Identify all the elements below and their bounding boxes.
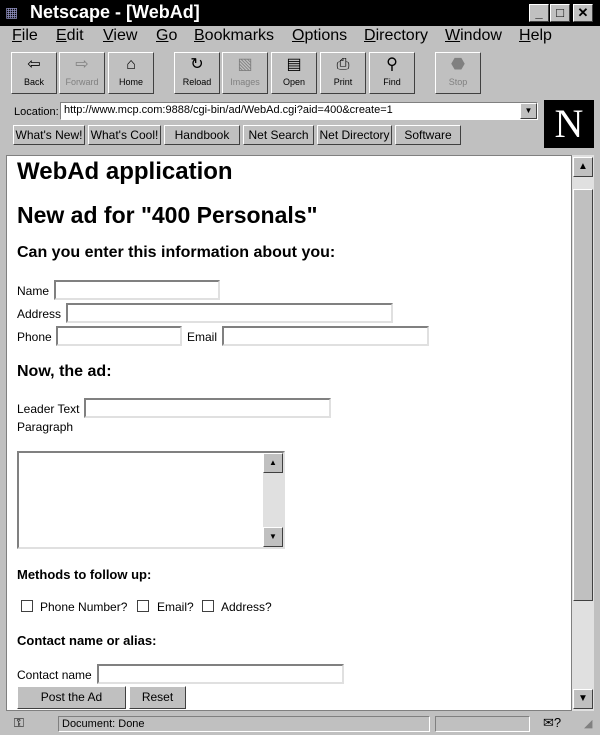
- contact-name-label: Contact name: [17, 668, 92, 682]
- binoculars-icon: ⚲: [386, 56, 398, 73]
- status-bar: [0, 713, 600, 735]
- handbook-button[interactable]: Handbook: [164, 125, 240, 145]
- progress-bar: [435, 716, 530, 732]
- whats-new-button[interactable]: What's New!: [13, 125, 85, 145]
- home-label: Home: [118, 77, 143, 87]
- forward-button[interactable]: [59, 52, 105, 94]
- title-bar: [0, 0, 600, 26]
- location-dropdown-button[interactable]: [520, 103, 537, 119]
- reload-icon: ↻: [190, 56, 204, 73]
- printer-icon: ⎙: [336, 56, 350, 73]
- print-button[interactable]: [320, 52, 366, 94]
- menu-file[interactable]: File: [12, 27, 38, 44]
- address-label: Address: [17, 307, 62, 321]
- phone-number-option-label: Phone Number?: [40, 600, 128, 614]
- status-text: Document: Done: [58, 716, 430, 732]
- phone-input[interactable]: [56, 326, 182, 346]
- mail-icon[interactable]: ✉?: [543, 715, 562, 730]
- home-button[interactable]: [108, 52, 154, 94]
- menu-bar: [0, 26, 600, 48]
- menu-view[interactable]: View: [103, 27, 138, 44]
- about-heading: Can you enter this information about you:: [17, 244, 336, 261]
- open-button[interactable]: [271, 52, 317, 94]
- paragraph-textarea[interactable]: [17, 451, 285, 549]
- arrow-up-icon: ▲: [578, 161, 588, 172]
- menu-go[interactable]: Go: [156, 27, 178, 44]
- print-label: Print: [333, 77, 353, 87]
- location-label: Location:: [14, 106, 59, 118]
- images-icon: ▧: [237, 56, 253, 73]
- back-arrow-icon: ⇦: [27, 56, 41, 73]
- images-button[interactable]: [222, 52, 268, 94]
- name-input[interactable]: [54, 280, 220, 300]
- whats-cool-button[interactable]: What's Cool!: [88, 125, 161, 145]
- minimize-button[interactable]: _: [529, 4, 549, 22]
- home-icon: ⌂: [126, 56, 136, 73]
- open-icon: ▤: [286, 56, 302, 73]
- name-label: Name: [17, 284, 50, 298]
- email-label: Email: [187, 330, 218, 344]
- phone-label: Phone: [17, 330, 52, 344]
- address-input[interactable]: [66, 303, 393, 323]
- contact-name-input[interactable]: [97, 664, 344, 684]
- net-directory-button[interactable]: Net Directory: [317, 125, 392, 145]
- window-title: Netscape - [WebAd]: [30, 2, 200, 22]
- close-button[interactable]: ✕: [573, 4, 593, 22]
- ad-heading: Now, the ad:: [17, 363, 112, 380]
- forward-arrow-icon: ⇨: [75, 56, 89, 73]
- images-label: Images: [230, 77, 260, 87]
- address-checkbox[interactable]: [202, 600, 214, 612]
- app-title: WebAd application: [17, 158, 233, 185]
- netscape-app-icon[interactable]: ▦: [5, 4, 19, 20]
- address-option-label: Address?: [221, 600, 272, 614]
- forward-label: Forward: [65, 77, 99, 87]
- find-button[interactable]: [369, 52, 415, 94]
- reset-button[interactable]: Reset: [129, 686, 186, 709]
- scroll-up-button[interactable]: [573, 157, 593, 177]
- menu-edit[interactable]: Edit: [56, 27, 84, 44]
- email-checkbox[interactable]: [137, 600, 149, 612]
- leader-text-label: Leader Text: [17, 402, 80, 416]
- page-content: [6, 155, 572, 711]
- reload-button[interactable]: [174, 52, 220, 94]
- arrow-down-icon: ▼: [578, 693, 588, 704]
- post-ad-button[interactable]: Post the Ad: [17, 686, 126, 709]
- resize-grip-icon[interactable]: ◢: [584, 718, 593, 730]
- netscape-logo: N: [544, 100, 594, 148]
- toolbar: [0, 48, 600, 98]
- stop-button[interactable]: [435, 52, 481, 94]
- page-scrollbar[interactable]: [572, 155, 594, 711]
- menu-window[interactable]: Window: [445, 27, 502, 44]
- ad-title: New ad for "400 Personals": [17, 202, 318, 228]
- net-search-button[interactable]: Net Search: [243, 125, 314, 145]
- back-button[interactable]: [11, 52, 57, 94]
- menu-bookmarks[interactable]: Bookmarks: [194, 27, 275, 44]
- textarea-scrollbar[interactable]: [263, 453, 283, 547]
- back-label: Back: [23, 77, 44, 87]
- leader-text-input[interactable]: [84, 398, 331, 418]
- open-label: Open: [282, 77, 306, 87]
- email-option-label: Email?: [157, 600, 194, 614]
- methods-heading: Methods to follow up:: [17, 567, 152, 582]
- maximize-button[interactable]: □: [550, 4, 570, 22]
- textarea-scroll-up-button[interactable]: ▲: [263, 453, 283, 473]
- phone-number-checkbox[interactable]: [21, 600, 33, 612]
- stop-icon: ⬣: [451, 56, 465, 73]
- software-button[interactable]: Software: [395, 125, 461, 145]
- reload-label: Reload: [182, 77, 212, 87]
- menu-directory[interactable]: Directory: [364, 27, 429, 44]
- paragraph-label: Paragraph: [17, 420, 74, 434]
- contact-heading: Contact name or alias:: [17, 633, 157, 648]
- security-key-icon: ⚿: [14, 715, 24, 730]
- textarea-scroll-down-button[interactable]: ▼: [263, 527, 283, 547]
- stop-label: Stop: [448, 77, 468, 87]
- scroll-down-button[interactable]: [573, 689, 593, 709]
- location-input[interactable]: http://www.mcp.com:9888/cgi-bin/ad/WebAd.cgi?aid=400&create=1: [60, 102, 538, 120]
- chevron-down-icon: ▼: [524, 106, 533, 115]
- menu-help[interactable]: Help: [519, 27, 552, 44]
- email-input[interactable]: [222, 326, 429, 346]
- scroll-thumb[interactable]: [573, 189, 593, 601]
- menu-options[interactable]: Options: [292, 27, 348, 44]
- find-label: Find: [383, 77, 401, 87]
